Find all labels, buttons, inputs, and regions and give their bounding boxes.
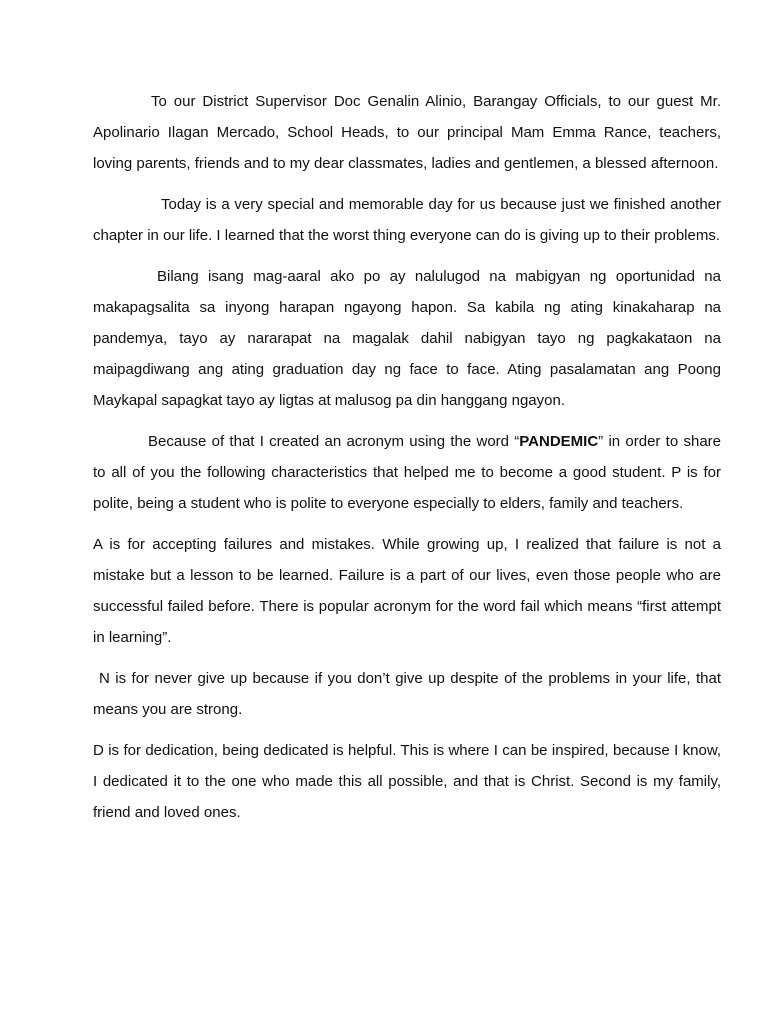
document-page [93, 86, 721, 838]
paragraph-today: Today is a very special and memorable day for us because just we finished another chapter in our life. I learned that the worst thing everyone can do is giving up to their problems. [93, 196, 721, 244]
paragraph-acronym-intro [93, 426, 721, 519]
paragraph-letter-a: A is for accepting failures and mistakes. While growing up, I realized that failure is not a mistake but a lesson to be learned. Failure is a part of our lives, even those people who are successful failed before. There is popular acronym for the word fail which means “first attempt in learning”. [93, 536, 721, 646]
paragraph-letter-n: N is for never give up because if you don’t give up despite of the problems in your life, that means you are strong. [93, 670, 721, 718]
paragraph-letter-d: D is for dedication, being dedicated is helpful. This is where I can be inspired, because I know, I dedicated it to the one who made this all possible, and that is Christ. Second is my family, friend and loved ones. [93, 742, 721, 821]
acronym-word: PANDEMIC [519, 433, 599, 450]
paragraph-filipino: Bilang isang mag-aaral ako po ay nalulugod na mabigyan ng oportunidad na makapagsalita sa inyong harapan ngayong hapon. Sa kabila ng ating kinakaharap na pandemya, tayo ay nararapat na magalak dahil nabigyan tayo ng pagkakataon na maipagdiwang ang ating graduation day ng face to face. Ating pasalamatan ang Poong Maykapal sapagkat tayo ay ligtas at malusog pa din hanggang ngayon. [93, 268, 721, 409]
acronym-intro-before: Because of that I created an acronym using the word “ [148, 433, 520, 450]
paragraph-greeting: To our District Supervisor Doc Genalin Alinio, Barangay Officials, to our guest Mr. Apolinario Ilagan Mercado, School Heads, to our principal Mam Emma Rance, teachers, loving parents, friends and to my dear classmates, ladies and gentlemen, a blessed afternoon. [93, 93, 721, 172]
acronym-intro-after: ” in order to share to all of you the following characteristics that helped me to become a good student. P is for polite, being a student who is polite to everyone especially to elders, family and teachers. [93, 433, 721, 512]
